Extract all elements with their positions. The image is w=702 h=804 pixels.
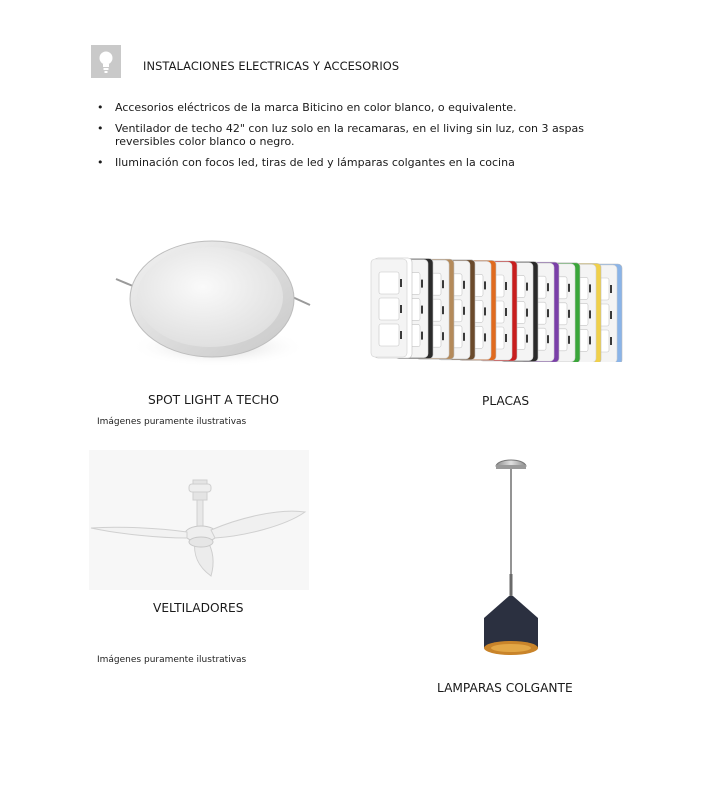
illustrative-note: Imágenes puramente ilustrativas <box>97 417 247 427</box>
illustrative-note: Imágenes puramente ilustrativas <box>97 655 247 665</box>
list-item: • Ventilador de techo 42" con luz solo en la recamaras, en el living sin luz, con 3 aspas reversibles color blanco o negro. <box>97 122 637 148</box>
fan-caption: VELTILADORES <box>153 601 244 615</box>
section-title: INSTALACIONES ELECTRICAS Y ACCESORIOS <box>143 59 400 73</box>
fan-image <box>89 450 309 590</box>
list-item: • Iluminación con focos led, tiras de led y lámparas colgantes en la cocina <box>97 156 637 169</box>
plates-caption: PLACAS <box>482 394 530 408</box>
lamp-caption: LAMPARAS COLGANTE <box>437 681 573 695</box>
specs-list <box>97 101 637 177</box>
list-item: • Accesorios eléctricos de la marca Biticino en color blanco, o equivalente. <box>97 101 637 114</box>
switch-plate <box>371 258 412 358</box>
lightbulb-icon <box>91 45 121 78</box>
spot-light-image <box>110 237 315 372</box>
plates-image <box>369 250 631 362</box>
spot-light-caption: SPOT LIGHT A TECHO <box>148 393 279 407</box>
pendant-lamp-image <box>478 452 544 664</box>
